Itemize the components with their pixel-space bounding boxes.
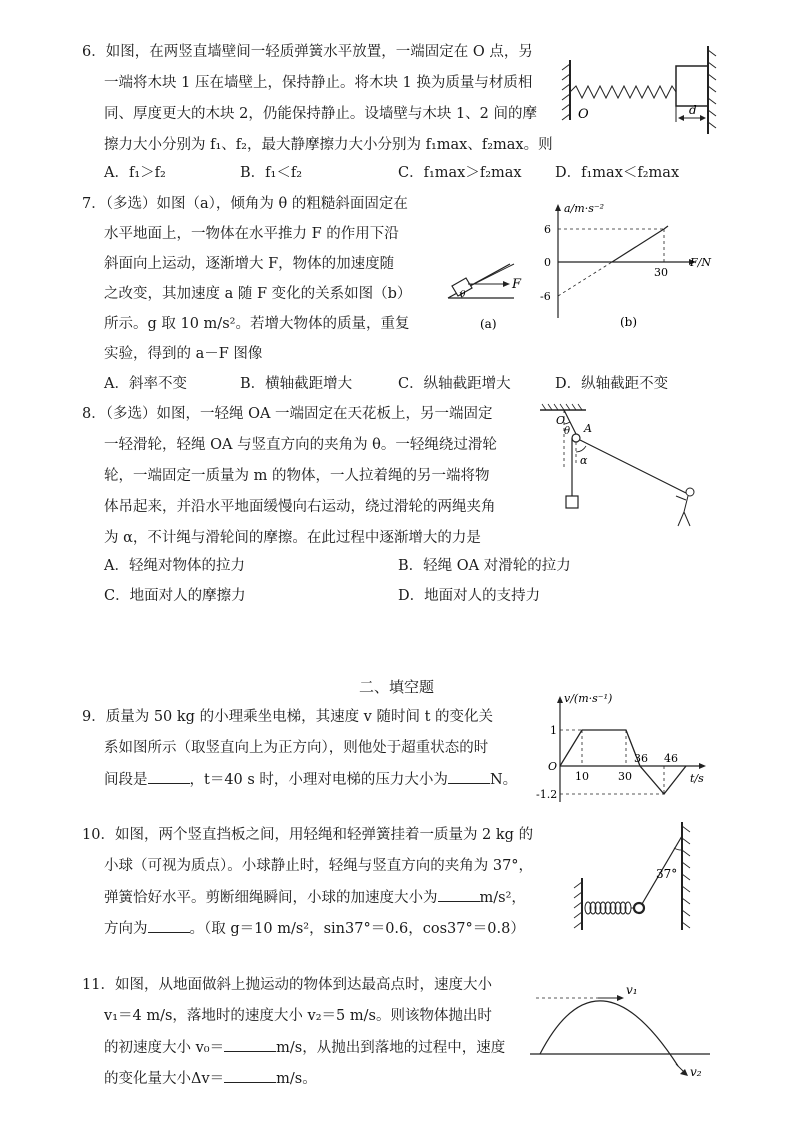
q9-ytick-neg: -1.2 xyxy=(536,788,558,801)
q9-xtick-30: 30 xyxy=(618,770,632,783)
q10-text-a: 弹簧恰好水平。剪断细绳瞬间，小球的加速度大小为 xyxy=(104,890,438,906)
q6-label-o: O xyxy=(578,107,589,122)
q7-a-f-graph xyxy=(530,198,720,338)
q10-line-4 xyxy=(104,918,525,939)
q7-option-b[interactable]: B．横轴截距增大 xyxy=(240,376,353,392)
q9-blank-1[interactable] xyxy=(148,769,190,784)
q10-angle-label: 37° xyxy=(656,867,678,881)
q11-label-v2: v₂ xyxy=(690,1065,702,1079)
q10-blank-2[interactable] xyxy=(148,918,190,933)
q11-line-3 xyxy=(104,1037,505,1058)
q8-line-1: 8．（多选）如图，一轻绳 OA 一端固定在天花板上，另一端固定 xyxy=(82,406,493,422)
q8-line-3: 轮，一端固定一质量为 m 的物体，一人拉着绳的另一端将物 xyxy=(104,468,490,484)
q10-line-2: 小球（可视为质点）。小球静止时，轻绳与竖直方向的夹角为 37°， xyxy=(104,858,534,874)
q8-option-a[interactable]: A．轻绳对物体的拉力 xyxy=(104,558,245,574)
q7-line-6: 实验，得到的 a－F 图像 xyxy=(104,346,263,362)
q8-label-o: O xyxy=(556,414,566,427)
q10-text-c: 方向为 xyxy=(104,921,148,937)
q9-text-b: ，t＝40 s 时，小理对电梯的压力大小为 xyxy=(189,772,448,788)
q6-line-1: 6．如图，在两竖直墙壁间一轻质弹簧水平放置，一端固定在 O 点，另 xyxy=(82,44,533,60)
q10-text-d: 。（取 g＝10 m/s²，sin37°＝0.6，cos37°＝0.8） xyxy=(189,921,525,937)
q7-line-1: 7．（多选）如图（a），倾角为 θ 的粗糙斜面固定在 xyxy=(82,196,408,212)
q9-xlabel: t/s xyxy=(690,772,704,785)
q7-option-c[interactable]: C．纵轴截距增大 xyxy=(398,376,511,392)
q6-line-4: 擦力大小分别为 f₁、f₂，最大静摩擦力大小分别为 f₁max、f₂max。则 xyxy=(104,137,553,153)
q11-line-1: 11．如图，从地面做斜上抛运动的物体到达最高点时，速度大小 xyxy=(82,977,492,993)
q11-text-d: m/s。 xyxy=(276,1071,317,1087)
q7a-caption: (a) xyxy=(480,317,497,331)
q10-blank-1[interactable] xyxy=(438,887,480,902)
q8-option-d[interactable]: D．地面对人的支持力 xyxy=(398,588,541,604)
q10-spring-rope-figure xyxy=(570,818,710,938)
q6-line-2: 一端将木块 1 压在墙壁上，保持静止。将木块 1 换为质量与材质相 xyxy=(104,75,533,91)
q6-line-3: 同、厚度更大的木块 2，仍能保持静止。设墙壁与木块 1、2 间的摩 xyxy=(104,106,538,122)
q7b-xtick: 30 xyxy=(654,266,668,279)
q7-incline-figure xyxy=(444,250,534,340)
q9-blank-2[interactable] xyxy=(448,769,490,784)
q11-line-4 xyxy=(104,1068,317,1089)
q10-text-b: m/s²， xyxy=(479,890,526,906)
q7b-ytick-zero: 0 xyxy=(544,256,551,269)
q9-text-a: 间段是 xyxy=(104,772,148,788)
q6-option-d[interactable]: D．f₁max＜f₂max xyxy=(555,165,680,181)
q8-line-5: 为 α，不计绳与滑轮间的摩擦。在此过程中逐渐增大的力是 xyxy=(104,530,481,546)
q9-line-2: 系如图所示（取竖直向上为正方向），则他处于超重状态的时 xyxy=(104,740,489,756)
q9-xtick-36: 36 xyxy=(634,752,648,765)
q7b-xlabel: F/N xyxy=(690,256,711,269)
q7b-ylabel: a/m·s⁻² xyxy=(564,202,605,215)
q7-line-5: 所示。g 取 10 m/s²。若增大物体的质量，重复 xyxy=(104,316,410,332)
q11-projectile-figure xyxy=(528,980,718,1080)
q7-option-d[interactable]: D．纵轴截距不变 xyxy=(555,376,669,392)
q9-line-1: 9．质量为 50 kg 的小理乘坐电梯，其速度 v 随时间 t 的变化关 xyxy=(82,709,494,725)
q11-line-2: v₁＝4 m/s，落地时的速度大小 v₂＝5 m/s。则该物体抛出时 xyxy=(104,1008,492,1024)
q11-blank-2[interactable] xyxy=(224,1068,276,1083)
q7-line-2: 水平地面上，一物体在水平推力 F 的作用下沿 xyxy=(104,226,399,242)
q8-option-c[interactable]: C．地面对人的摩擦力 xyxy=(104,588,246,604)
q7-option-a[interactable]: A．斜率不变 xyxy=(104,376,187,392)
section-title-fill-in: 二、填空题 xyxy=(358,678,434,696)
q9-vt-graph xyxy=(530,690,720,810)
q8-label-a: A xyxy=(584,422,592,435)
q11-text-a: 的初速度大小 v₀＝ xyxy=(104,1040,225,1056)
q11-text-b: m/s，从抛出到落地的过程中，速度 xyxy=(276,1040,506,1056)
q6-label-d: d xyxy=(689,103,697,117)
q9-line-3 xyxy=(104,769,517,790)
q8-line-2: 一轻滑轮，轻绳 OA 与竖直方向的夹角为 θ。一轻绳绕过滑轮 xyxy=(104,437,497,453)
q8-line-4: 体吊起来，并沿水平地面缓慢向右运动，绕过滑轮的两绳夹角 xyxy=(104,499,496,515)
q11-label-v1: v₁ xyxy=(626,983,638,997)
q8-label-theta: θ xyxy=(564,426,571,437)
q11-blank-1[interactable] xyxy=(224,1037,276,1052)
q7a-label-theta: θ xyxy=(460,290,466,300)
q8-pulley-figure xyxy=(536,400,716,540)
q11-text-c: 的变化量大小Δv＝ xyxy=(104,1071,225,1087)
q9-text-c: N。 xyxy=(489,772,518,788)
q7-line-3: 斜面向上运动，逐渐增大 F，物体的加速度随 xyxy=(104,256,395,272)
q7b-caption: (b) xyxy=(620,315,638,329)
q7-line-4: 之改变，其加速度 a 随 F 变化的关系如图（b） xyxy=(104,286,412,302)
q7b-ytick-bottom: -6 xyxy=(540,290,551,303)
q6-option-c[interactable]: C．f₁max＞f₂max xyxy=(398,165,522,181)
q7b-ytick-top: 6 xyxy=(544,223,551,236)
q9-origin: O xyxy=(548,760,558,773)
q10-line-1: 10．如图，两个竖直挡板之间，用轻绳和轻弹簧挂着一质量为 2 kg 的 xyxy=(82,827,534,843)
q7a-label-f: F xyxy=(512,277,522,292)
q8-option-b[interactable]: B．轻绳 OA 对滑轮的拉力 xyxy=(398,558,571,574)
q6-spring-figure xyxy=(558,40,718,140)
q6-option-b[interactable]: B．f₁＜f₂ xyxy=(240,165,303,181)
q10-line-3 xyxy=(104,887,526,908)
q9-ylabel: v/(m·s⁻¹) xyxy=(564,692,613,705)
q9-xtick-46: 46 xyxy=(664,752,678,765)
q8-label-alpha: α xyxy=(580,454,588,467)
q6-option-a[interactable]: A．f₁＞f₂ xyxy=(104,165,166,181)
q9-xtick-10: 10 xyxy=(575,770,589,783)
q9-ytick-1: 1 xyxy=(550,724,557,737)
